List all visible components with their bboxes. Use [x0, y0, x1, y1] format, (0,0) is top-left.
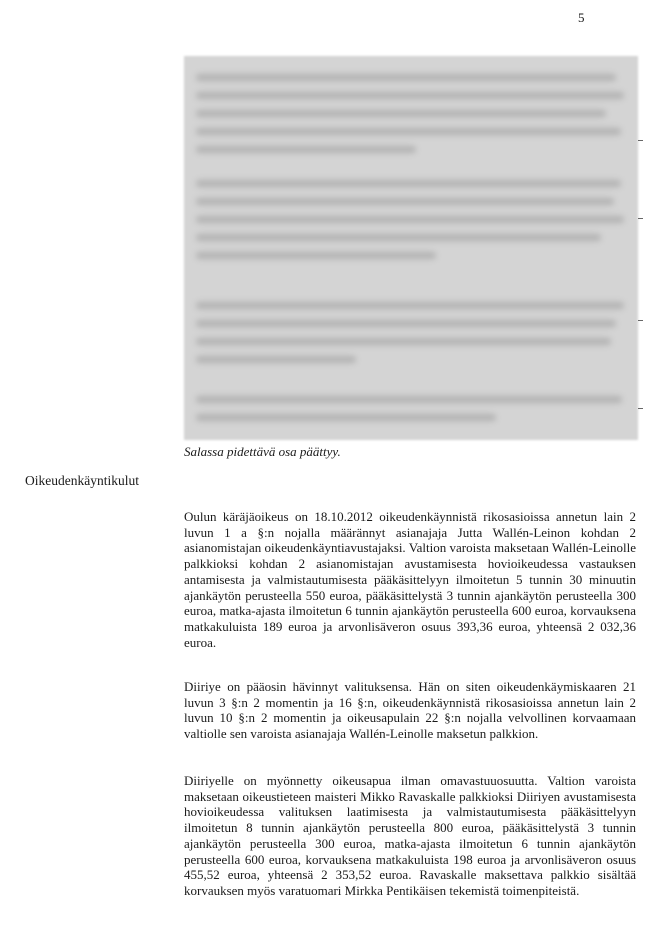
- paragraph-liability: Diiriye on pääosin hävinnyt valituksensa. Hän on siten oikeudenkäymiskaaren 21 luvun 3 §:n 2 momentin ja 16 §:n, oikeudenkäynnistä rikosasioissa annetun lain 2 luvun 10 §:n 2 momentin ja oikeusapulain 22 §:n nojalla velvollinen korvaamaan valtiolle sen varoista asianajaja Wallén-Leinolle maksetun palkkion.: [184, 679, 636, 742]
- section-heading: Oikeudenkäyntikulut: [25, 473, 139, 488]
- page-number: 5: [578, 10, 585, 25]
- paragraph-legal-fees-plaintiff: Oulun käräjäoikeus on 18.10.2012 oikeudenkäynnistä rikosasioissa annetun lain 2 luvun 1 a §:n nojalla määrännyt asianajaja Jutta Wallén-Leinon kohdan 2 asianomistajan oikeudenkäyntiavustajaksi. Valtion varoista maksetaan Wallén-Leinolle palkkioksi kohdan 2 asianomistajan avustamisesta hovioikeudessa vastauksen antamisesta ja valmistautumisesta pääkäsittelyyn ilmoitetun 5 tunnin 30 minuutin ajankäytön perusteella 550 euroa, pääkäsittelystä 3 tunnin ajankäytön perusteella 300 euroa, matka-ajasta ilmoitetun 6 tunnin ajankäytön perusteella 600 euroa, korvauksena matkakuluista 189 euroa ja arvonlisäveron osuus 393,36 euroa, yhteensä 2 032,36 euroa.: [184, 509, 636, 650]
- paragraph-legal-aid: Diiriyelle on myönnetty oikeusapua ilman omavastuuosuutta. Valtion varoista maksetaan oikeustieteen maisteri Mikko Ravaskalle palkkioksi Diiriyen avustamisesta hovioikeudessa valituksen laatimisesta ja valmistautumisesta pääkäsittelyyn ilmoitetun 8 tunnin ajankäytön perusteella 800 euroa, pääkäsittelystä 3 tunnin ajankäytön perusteella 300 euroa, matka-ajasta ilmoitetun 6 tunnin ajankäytön perusteella 600 euroa, korvauksena matkakuluista 198 euroa ja arvonlisäveron osuus 455,52 euroa, yhteensä 2 353,52 euroa. Ravaskalle maksettava palkkio sisältää korvauksen myös varatuomari Mirkka Pentikäisen tekemistä toimenpiteistä.: [184, 773, 636, 898]
- redaction-end-caption: Salassa pidettävä osa päättyy.: [184, 444, 341, 459]
- redacted-block: [184, 56, 638, 440]
